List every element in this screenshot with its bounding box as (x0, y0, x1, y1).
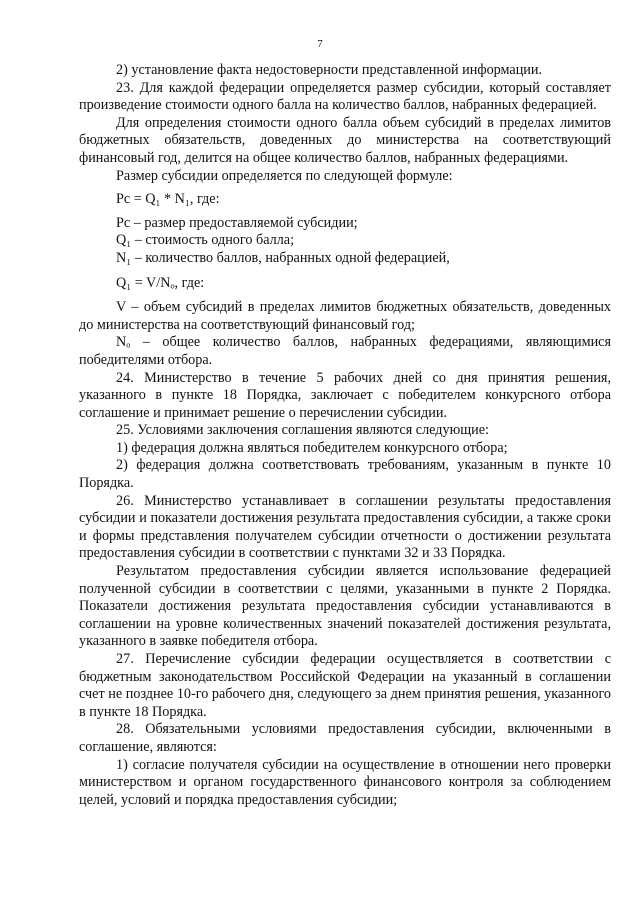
paragraph: Для определения стоимости одного балла объем субсидий в пределах лимитов бюджетных обязательств, доведенных до министерства на соответствующий финансовый год, делится на общее количество баллов, набранных федерациями. (79, 114, 611, 166)
paragraph: 26. Министерство устанавливает в соглашении результаты предоставления субсидии и показатели достижения результата предоставления субсидии, а также сроки и формы представления получателем субсидии отчетности о достижении результата предоставления субсидии в соответствии с пунктами 32 и 33 Порядка. (79, 492, 611, 562)
formula-main: Рс = Q₁ * N₁, где: (116, 191, 220, 208)
list-item: 1) согласие получателя субсидии на осуществление в отношении него проверки министерством и органом государственного финансового контроля за соблюдением целей, условий и порядка предоставления субсидии; (79, 756, 611, 808)
paragraph: Размер субсидии определяется по следующей формуле: (116, 167, 453, 184)
paragraph: Результатом предоставления субсидии является использование федерацией полученной субсидии в соответствии с целями, указанными в пункте 2 Порядка. Показатели достижения результата предоставления субсидии устанавливаются в соглашении на уровне количественных значений показателей достижения результата, указанного в заявке победителя отбора. (79, 563, 611, 650)
paragraph: 23. Для каждой федерации определяется размер субсидии, который составляет произведение стоимости одного балла на количество баллов, набранных федерацией. (79, 79, 611, 114)
formula-legend: N₁ – количество баллов, набранных одной федерацией, (116, 249, 450, 266)
formula-legend: Q₁ – стоимость одного балла; (116, 232, 295, 249)
formula-legend: Nₒ – общее количество баллов, набранных федерациями, являющимися победителями отбора. (79, 334, 611, 368)
document-body (79, 62, 611, 809)
paragraph: 2) установление факта недостоверности представленной информации. (116, 62, 543, 78)
formula-legend: V – объем субсидий в пределах лимитов бюджетных обязательств, доведенных до министерства на соответствующий финансовый год; (79, 299, 611, 333)
paragraph: 27. Перечисление субсидии федерации осуществляется в соответствии с бюджетным законодательством Российской Федерации на указанный в соглашении счет не позднее 10-го рабочего дня, следующего за днем принятия решения, указанного в пункте 18 Порядка. (79, 651, 611, 720)
list-item: 2) федерация должна соответствовать требованиям, указанным в пункте 10 Порядка. (79, 457, 611, 492)
paragraph: 25. Условиями заключения соглашения являются следующие: (116, 422, 489, 439)
formula-legend: Рс – размер предоставляемой субсидии; (116, 214, 358, 231)
paragraph: 28. Обязательными условиями предоставления субсидии, включенными в соглашение, являются: (79, 721, 611, 755)
formula-point-cost: Q₁ = V/Nₒ, где: (116, 274, 205, 291)
paragraph: 24. Министерство в течение 5 рабочих дней со дня принятия решения, указанного в пункте 18 Порядка, заключает с победителем конкурсного отбора соглашение и принимает решение о перечислении субсидии. (79, 369, 611, 421)
list-item: 1) федерация должна являться победителем конкурсного отбора; (116, 439, 508, 456)
page-number: 7 (317, 38, 323, 50)
